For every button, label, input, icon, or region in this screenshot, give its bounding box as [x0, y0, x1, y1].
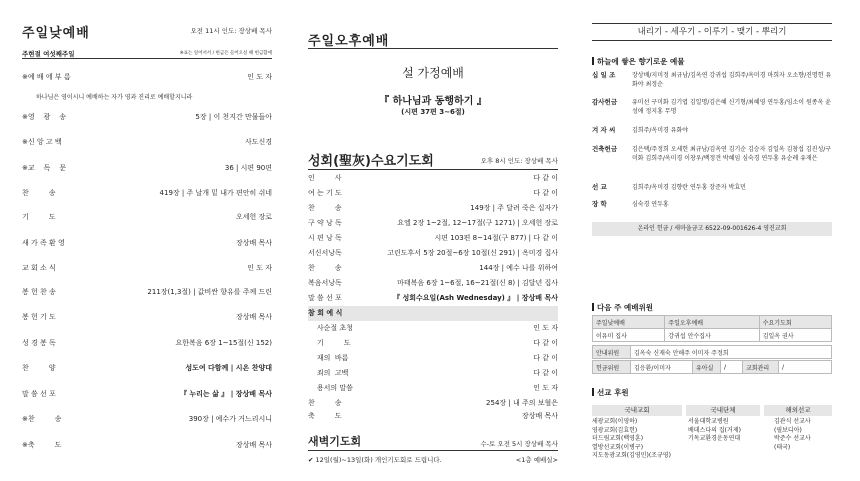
wednesday-title: 성회(聖灰)수요기도회 [308, 154, 434, 169]
order-row: 찬 송 149장 | 주 달려 죽은 십자가 [308, 204, 558, 212]
table-header: 수요기도회 [759, 316, 831, 329]
mission-domestic-org: 서울대학교병원 베데스다의 집(거제) 기독교환경운동연대 [688, 418, 741, 442]
event-reference: (시편 37편 3~6절) [401, 108, 465, 116]
order-row: 여 는 기 도 다 같 이 [308, 189, 558, 197]
order-row: ※신 앙 고 백 사도신경 [22, 138, 272, 146]
order-row: 성 경 봉 독 요한복음 6장 1~15절(신 152) [22, 339, 272, 347]
usher-value: 김옥숙 신재숙 안해주 이미자 주정희 [631, 346, 832, 359]
next-week-table [592, 315, 832, 342]
order-row: 봉 헌 기 도 장상배 목사 [22, 313, 272, 321]
order-row: 말 씀 선 포 『 성회수요일(Ash Wednesday) 』 | 장상배 목사 [308, 294, 558, 302]
order-row: 복음서낭독 마태복음 6장 1~6절, 16~21절(신 8) | 김달년 집사 [308, 279, 558, 287]
dawn-prayer-title: 새벽기도회 [308, 435, 362, 448]
order-row: 축 도 장상배 목사 [308, 412, 558, 420]
divider [22, 58, 272, 59]
mission-overseas: 김관식 선교사 (필보디아) 박준수 선교사 (태국) [774, 418, 811, 451]
sunday-afternoon-title: 주일오후예배 [308, 34, 390, 49]
order-row: 구 약 낭 독 요엘 2장 1~2절, 12~17절(구 1271) | 오세헌 장로 [308, 219, 558, 227]
order-row: 찬 송 254장 | 내 주의 보혈은 [308, 399, 558, 407]
order-row: ※축 도 장상배 목사 [22, 441, 272, 449]
order-row: 참 회 예 식 [308, 309, 343, 317]
order-row: 시 편 낭 독 시편 103편 8~14절(구 877) | 다 같 이 [308, 234, 558, 242]
order-row: 기 도 다 같 이 [308, 339, 558, 347]
order-row: 교 회 소 식 인 도 자 [22, 264, 272, 272]
order-row: 찬 송 419장 | 주 날개 밑 내가 편안히 쉬네 [22, 189, 272, 197]
event-title: 설 가정예배 [402, 66, 464, 80]
mission-header: 해외선교 [764, 405, 832, 416]
sunday-morning-note: ※표는 일어서서 / 헌금은 들어오실 때 헌금함에 [179, 51, 272, 56]
order-row: ※예 배 에 부 름 인 도 자 [22, 73, 272, 81]
counting-label: 헌금위원 [593, 361, 631, 374]
duty-table [592, 360, 832, 374]
offering-row: 선 교 김희주/옥미경 김향란 연두홍 장준자 박효민 [592, 183, 746, 191]
sunday-morning-meta: 오전 11시 인도: 장상배 목사 [190, 27, 272, 35]
dawn-prayer-note: ✔ 12일(월)~13일(화) 개인기도회로 드립니다. <1층 예배실> [308, 456, 558, 464]
sunday-morning-subtitle: 주현절 여섯째주일 [22, 50, 75, 58]
table-cell: 이유미 집사 [593, 329, 665, 342]
sunday-morning-column [22, 0, 272, 481]
management-label: 교회관리 [743, 361, 779, 374]
wednesday-meta: 오후 8시 인도: 장상배 목사 [480, 157, 558, 165]
order-row: 서신서낭독 고린도후서 5장 20절~6장 10절(신 291) | 옥미경 집사 [308, 249, 558, 257]
management-value: / [779, 361, 832, 374]
order-row: ※찬 송 390장 | 예수가 거느리시니 [22, 415, 272, 423]
offering-row: 감사헌금 유미선 구미화 김기엽 김일명/김은혜 신기형/최혜영 연두홍/임소이 원종옥 윤성애 정지홍 무명 [592, 98, 832, 115]
sunday-afternoon-column [308, 0, 558, 481]
offering-row: 장 학 심숙경 연두홍 [592, 200, 669, 208]
table-cell: 강귀섭 안수집사 [665, 329, 759, 342]
mission-header: 국내교회 [592, 405, 682, 416]
offering-row: 십 일 조 장상배/지미정 최규남/김옥연 강귀섭 김희주/옥미경 마희자 오소향/진명헌 유화야 최정순 [592, 71, 832, 88]
divider [308, 450, 558, 451]
nursery-value: / [721, 361, 743, 374]
divider [308, 48, 558, 49]
offering-row: 겨 자 씨 김희주/옥미경 유화야 [592, 126, 689, 134]
table-cell: 김일옥 권사 [759, 329, 831, 342]
order-row: ※영 광 송 5장 | 이 천지간 만물들아 [22, 113, 272, 121]
usher-label: 안내위원 [593, 346, 631, 359]
order-row: 인 사 다 같 이 [308, 174, 558, 182]
order-row: 찬 송 144장 | 예수 나를 위하여 [308, 264, 558, 272]
mission-header: 국내단체 [686, 405, 760, 416]
event-subtitle: 『 하나님과 동행하기 』 [379, 96, 487, 107]
table-header: 주일낮예배 [593, 316, 665, 329]
order-row: 말 씀 선 포 『 누리는 삶 』 | 장상배 목사 [22, 390, 272, 398]
sunday-morning-title: 주일낮예배 [22, 26, 90, 41]
next-week-title: 다음 주 예배위원 [592, 302, 653, 313]
divider [308, 169, 558, 170]
call-note: 하나님은 영이시니 예배하는 자가 영과 진리로 예배할지니라 [36, 94, 193, 101]
order-row: 새 가 족 환 영 장상배 목사 [22, 239, 272, 247]
order-row: ※교 독 문 36 | 시편 90편 [22, 164, 272, 172]
order-row: 죄의 고백 다 같 이 [308, 369, 558, 377]
offering-title: 하늘에 쌓은 향기로운 예물 [592, 56, 685, 67]
order-row: 사순절 초청 인 도 자 [308, 324, 558, 332]
mission-title: 선교 후원 [592, 387, 629, 398]
vision-banner: 내리기 - 세우기 - 이루기 - 맺기 - 뿌리기 [592, 23, 832, 41]
info-column [592, 0, 832, 481]
table-header: 주일오후예배 [665, 316, 759, 329]
order-row: 용서의 말씀 인 도 자 [308, 384, 558, 392]
order-row: 재의 바름 다 같 이 [308, 354, 558, 362]
counting-value: 김응환/이미자 [631, 361, 693, 374]
order-row: 봉 헌 찬 송 211장(1,3절) | 값비싼 향유를 주께 드린 [22, 288, 272, 296]
order-row: 기 도 오세헌 장로 [22, 213, 272, 221]
order-row: 찬 양 성도여 다함께 | 시온 찬양대 [22, 364, 272, 372]
nursery-label: 유아실 [693, 361, 721, 374]
offering-row: 건축헌금 김은택/주정희 오세헌 최규남/김옥연 김기순 김승자 김일옥 김창섭 김진성/구미화 김희주/옥미경 이창우/백정견 박혜임 심숙경 연두홍 유순례 유재은 [592, 145, 832, 162]
online-offering-account: 온라인 헌금 / 새마을금고 6522-09-001626-4 영진교회 [592, 222, 832, 236]
usher-table [592, 345, 832, 359]
mission-domestic-church: 세광교회(이영하) 영광교회(김효헌) 더드림교회(백영훈) 열방선교회(이병구) 지도동광교회(김영민)(조규영) [592, 418, 671, 459]
dawn-prayer-meta: 수-토 오전 5시 장상배 목사 [480, 440, 558, 448]
